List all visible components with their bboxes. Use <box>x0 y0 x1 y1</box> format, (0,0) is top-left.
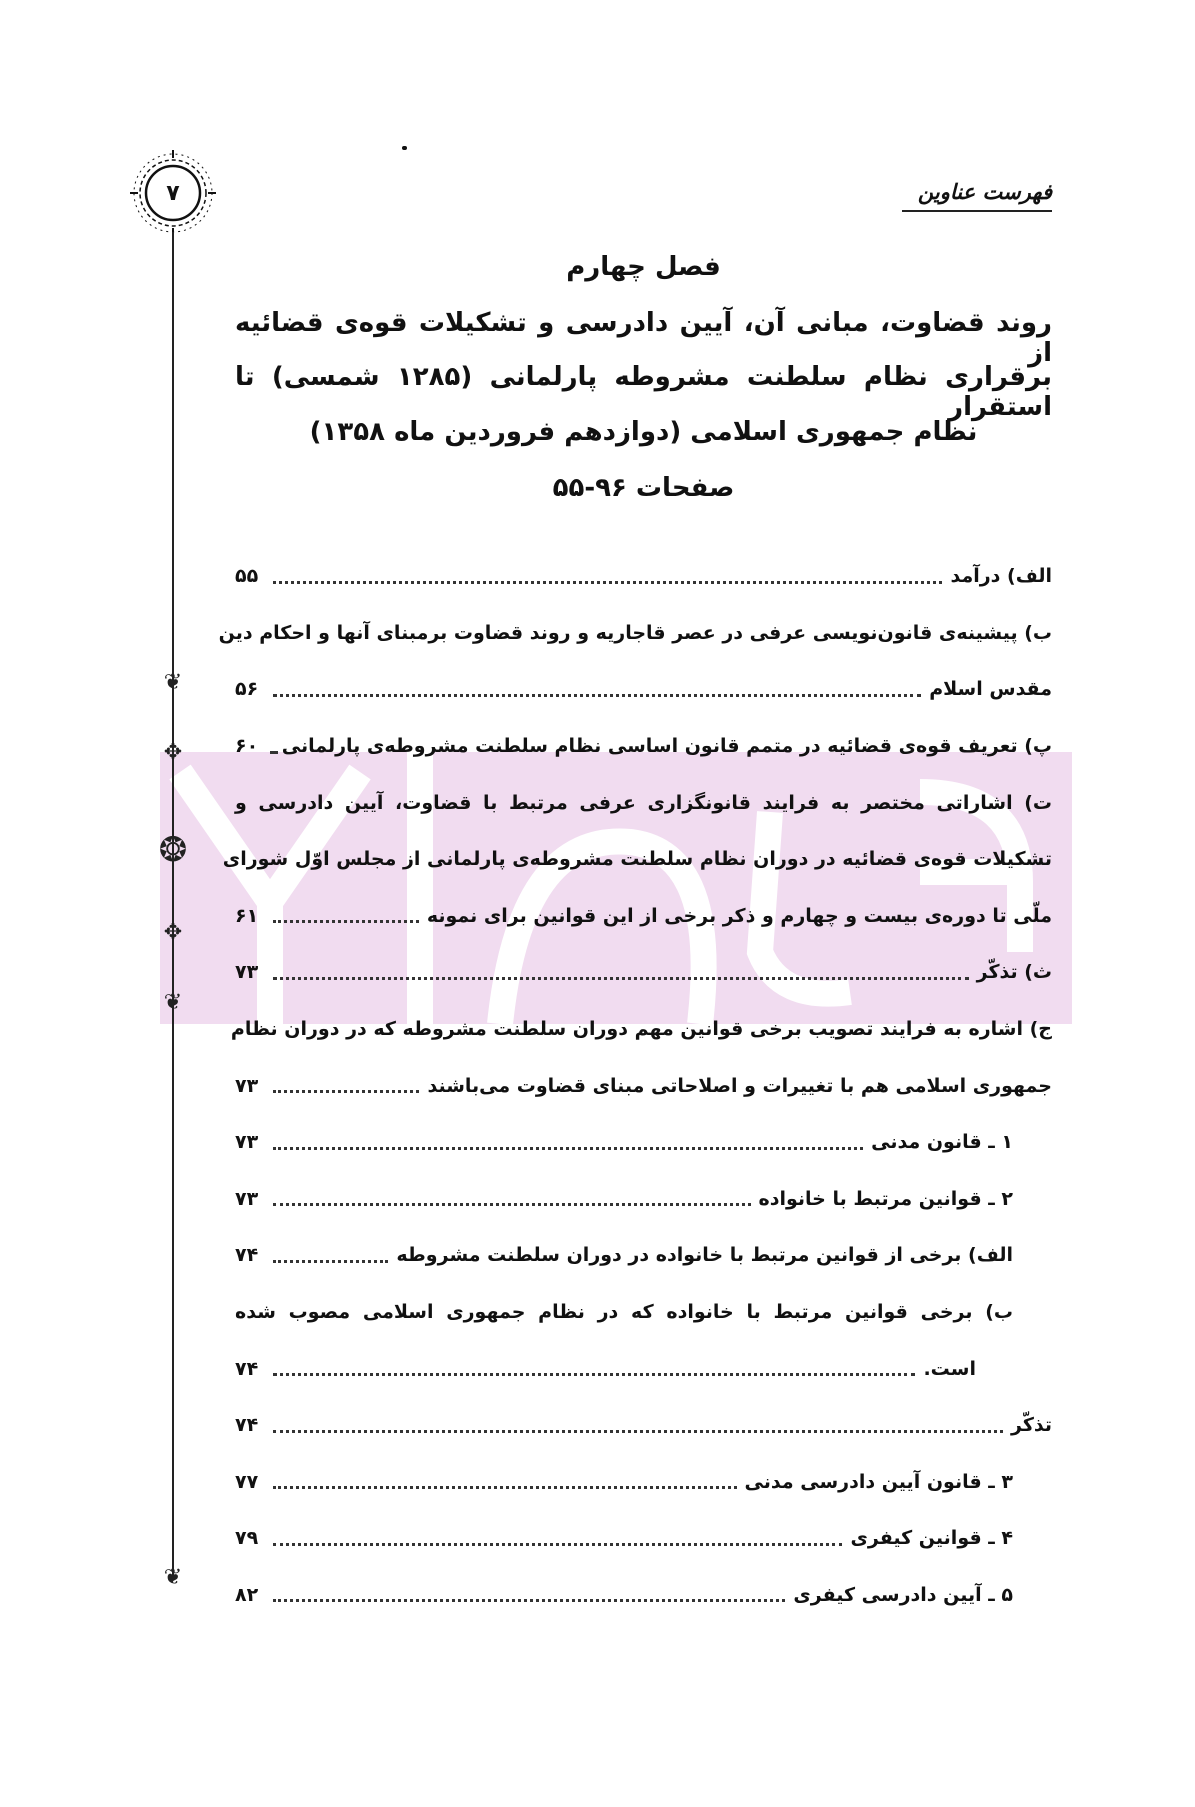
ornament-finial-icon: ❦ <box>163 1565 183 1590</box>
toc-entry-text: است. <box>923 1357 976 1380</box>
toc-entry[interactable] <box>235 1340 1052 1397</box>
dot-leader <box>273 1486 737 1489</box>
toc-entry-text: ت) اشاراتی مختصر به فرایند قانونگزاری عرفی مرتبط با قضاوت، آیین دادرسی و <box>235 791 1052 814</box>
toc-entry-text: ب) پیشینه‌ی قانون‌نویسی عرفی در عصر قاجاریه و روند قضاوت برمبنای آنها و احکام دین <box>218 621 1052 644</box>
toc-page-number: ۷۳ <box>235 961 259 984</box>
dot-leader <box>273 1090 419 1093</box>
toc-page-number: ۷۷ <box>235 1470 259 1493</box>
toc-entry-text: مقدس اسلام <box>929 678 1052 701</box>
toc-entry[interactable] <box>235 944 1052 1001</box>
ink-dot <box>402 146 407 150</box>
chapter-title-line: نظام جمهوری اسلامی (دوازدهم فروردین ماه ۱۳۵۸) <box>309 417 978 447</box>
dot-leader <box>273 694 921 697</box>
dot-leader <box>273 1203 751 1206</box>
toc-page-number: ۷۳ <box>235 1074 259 1097</box>
toc-entry-text: ۵ ـ آیین دادرسی کیفری <box>793 1583 1013 1606</box>
running-head: فهرست عناوین <box>902 180 1052 212</box>
table-of-contents <box>218 548 1052 1623</box>
ornament-icon: ❦ <box>163 670 183 695</box>
toc-page-number: ۷۳ <box>235 1187 259 1210</box>
toc-entry[interactable] <box>235 1114 1052 1171</box>
ornament-rosette-icon: ❂ <box>158 830 188 870</box>
toc-page-number: ۷۴ <box>235 1244 259 1267</box>
toc-entry[interactable] <box>235 1454 1052 1511</box>
chapter-title-line: برقراری نظام سلطنت مشروطه پارلمانی (۱۲۸۵ شمسی) تا استقرار <box>235 362 1052 422</box>
dot-leader <box>273 751 274 754</box>
dot-leader <box>273 977 969 980</box>
chapter-label: فصل چهارم <box>566 252 721 282</box>
dot-leader <box>273 1543 842 1546</box>
toc-entry-continued <box>235 774 1052 831</box>
dot-leader <box>273 581 942 584</box>
toc-page-number: ۸۲ <box>235 1583 259 1606</box>
ornament-icon: ✥ <box>163 740 183 765</box>
toc-page-number: ۵۵ <box>235 565 259 588</box>
toc-entry-continued <box>230 1001 1052 1058</box>
toc-entry-text: ملّی تا دوره‌ی بیست و چهارم و ذکر برخی از این قوانین برای نمونه <box>426 904 1052 927</box>
toc-entry-continued <box>235 1284 1052 1341</box>
vertical-ornament-line <box>172 232 174 1580</box>
toc-entry[interactable] <box>235 718 1052 775</box>
toc-page-number: ۵۶ <box>235 678 259 701</box>
toc-page-number: ۶۰ <box>235 735 259 758</box>
toc-entry-text: تشکیلات قوه‌ی قضائیه در دوران نظام سلطنت مشروطه‌ی پارلمانی از مجلس اوّل شورای <box>222 848 1052 871</box>
toc-entry-text: الف) درآمد <box>950 565 1052 588</box>
toc-entry-text: پ) تعریف قوه‌ی قضائیه در متمم قانون اساسی نظام سلطنت مشروطه‌ی پارلمانی <box>281 735 1052 758</box>
ornament-icon: ✥ <box>163 920 183 945</box>
toc-entry-text: ۳ ـ قانون آیین دادرسی مدنی <box>744 1470 1013 1493</box>
toc-entry[interactable] <box>235 1057 1052 1114</box>
toc-entry[interactable] <box>235 1510 1052 1567</box>
page-number: ۷ <box>166 180 180 206</box>
toc-entry[interactable] <box>235 548 1052 605</box>
toc-entry-text: ب) برخی قوانین مرتبط با خانواده که در نظام جمهوری اسلامی مصوب شده <box>235 1301 1013 1324</box>
toc-entry-text: ۱ ـ قانون مدنی <box>871 1131 1013 1154</box>
chapter-title-line: روند قضاوت، مبانی آن، آیین دادرسی و تشکیلات قوه‌ی قضائیه از <box>235 308 1052 368</box>
toc-page-number: ۷۳ <box>235 1131 259 1154</box>
toc-entry-text: تذکّر <box>1011 1414 1052 1437</box>
dot-leader <box>273 1147 863 1150</box>
chapter-page-range: صفحات ۹۶-۵۵ <box>552 473 735 503</box>
dot-leader <box>273 1430 1003 1433</box>
toc-entry-text: ۲ ـ قوانین مرتبط با خانواده <box>758 1187 1013 1210</box>
toc-entry[interactable] <box>235 1227 1052 1284</box>
ornament-icon: ❦ <box>163 990 183 1015</box>
dot-leader <box>273 920 419 923</box>
dot-leader <box>273 1260 388 1263</box>
toc-entry[interactable] <box>235 888 1052 945</box>
toc-entry-text: جمهوری اسلامی هم با تغییرات و اصلاحاتی مبنای قضاوت می‌باشند <box>427 1074 1052 1097</box>
toc-page-number: ۶۱ <box>235 904 259 927</box>
toc-entry[interactable] <box>235 661 1052 718</box>
toc-entry[interactable] <box>235 1171 1052 1228</box>
toc-entry-text: الف) برخی از قوانین مرتبط با خانواده در دوران سلطنت مشروطه <box>396 1244 1013 1267</box>
toc-page-number: ۷۴ <box>235 1414 259 1437</box>
toc-entry-continued <box>222 831 1052 888</box>
toc-page-number: ۷۴ <box>235 1357 259 1380</box>
toc-entry[interactable] <box>235 1567 1052 1624</box>
dot-leader <box>273 1599 785 1602</box>
toc-entry[interactable] <box>235 1397 1052 1454</box>
toc-page-number: ۷۹ <box>235 1527 259 1550</box>
toc-entry-continued <box>218 605 1052 662</box>
toc-entry-text: ث) تذکّر <box>976 961 1052 984</box>
toc-entry-text: ج) اشاره به فرایند تصویب برخی قوانین مهم دوران سلطنت مشروطه که در دوران نظام <box>230 1018 1052 1041</box>
toc-entry-text: ۴ ـ قوانین کیفری <box>850 1527 1013 1550</box>
dot-leader <box>273 1373 915 1376</box>
